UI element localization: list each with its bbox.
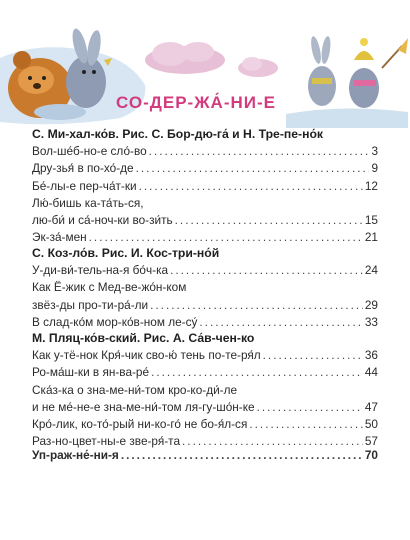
entry-page: 33 bbox=[364, 314, 378, 329]
section-author: М. Пляц-ко́в-ский. Рис. А. Са́в-чен-ко bbox=[32, 331, 255, 345]
entry-page: 36 bbox=[364, 348, 378, 362]
entry-title: и не ме́-не-е зна-ме-ни́-том ля-гу-шо́н-ке bbox=[32, 399, 255, 414]
entry-title: Кро́-лик, ко-то́-рый ни-ко-го́ не бо-я́л-ся bbox=[32, 417, 248, 432]
entry-page: 3 bbox=[371, 144, 378, 158]
entry-page: 29 bbox=[364, 297, 378, 312]
entry-page: 57 bbox=[364, 434, 378, 449]
leader-dots bbox=[136, 160, 370, 177]
entry-title-line1[interactable]: Лю́-бишь ка-та́ть-ся, bbox=[32, 195, 144, 210]
leader-dots bbox=[263, 347, 363, 364]
leader-dots bbox=[249, 416, 363, 433]
entry-title: Эк-за́-мен bbox=[32, 230, 87, 245]
toc-section-plyatskovsky bbox=[32, 330, 378, 451]
entry-page: 21 bbox=[364, 230, 378, 245]
leader-dots bbox=[199, 314, 362, 331]
entry-page: 12 bbox=[364, 178, 378, 193]
entry-title: Уп-раж-не́-ни-я bbox=[32, 448, 119, 462]
entry-title: Дру-зья́ в по-хо́-де bbox=[32, 161, 134, 176]
leader-dots bbox=[121, 447, 363, 464]
entry-page: 15 bbox=[364, 213, 378, 228]
page-title: СО-ДЕР-ЖА́-НИ-Е bbox=[116, 93, 276, 112]
entry-page: 50 bbox=[364, 417, 378, 432]
entry-title: У-ди-ви́-тель-на-я бо́ч-ка bbox=[32, 263, 169, 277]
toc-entry[interactable] bbox=[32, 160, 378, 177]
toc-entry[interactable] bbox=[32, 314, 378, 331]
entry-page: 9 bbox=[371, 161, 378, 176]
toc-section-mikhalkov bbox=[32, 126, 378, 247]
entry-title: Бе́-лы-е пер-ча́т-ки bbox=[32, 178, 137, 193]
toc-section-exercises bbox=[32, 447, 378, 464]
entry-title: В слад-ко́м мор-ко́в-ном ле-су́ bbox=[32, 314, 198, 329]
toc-entry[interactable] bbox=[32, 262, 378, 279]
entry-page: 47 bbox=[364, 399, 378, 414]
toc-entry[interactable] bbox=[32, 364, 378, 381]
entry-page: 24 bbox=[364, 263, 378, 277]
leader-dots bbox=[257, 399, 363, 416]
entry-page: 70 bbox=[364, 448, 378, 462]
entry-title: Ро-ма́ш-ки в ян-ва-ре́ bbox=[32, 365, 150, 380]
section-author: С. Ми-хал-ко́в. Рис. С. Бор-дю-га́ и Н. Тре-пе-но́к bbox=[32, 127, 323, 141]
entry-title: лю-би́ и са́-ноч-ки во-зи́ть bbox=[32, 213, 173, 228]
leader-dots bbox=[139, 178, 363, 195]
leader-dots bbox=[149, 143, 370, 160]
leader-dots bbox=[150, 297, 363, 314]
toc-entry[interactable] bbox=[32, 143, 378, 160]
pink-cloud-small-decoration bbox=[236, 54, 280, 80]
toc-entry[interactable] bbox=[32, 297, 378, 314]
leader-dots bbox=[170, 262, 363, 279]
toc-entry[interactable] bbox=[32, 347, 378, 364]
toc-entry[interactable] bbox=[32, 212, 378, 229]
toc-entry[interactable] bbox=[32, 399, 378, 416]
toc-entry[interactable] bbox=[32, 416, 378, 433]
leader-dots bbox=[151, 364, 363, 381]
leader-dots bbox=[175, 212, 363, 229]
entry-title: Как у-тё-нок Кря́-чик сво-ю́ тень по-те-ря́л bbox=[32, 348, 261, 362]
entry-title: Вол-ше́б-но-е сло́-во bbox=[32, 144, 147, 158]
entry-title: Раз-но-цвет-ны-е зве-ря́-та bbox=[32, 434, 181, 449]
toc-section-kozlov bbox=[32, 245, 378, 331]
entry-title-line1[interactable]: Как Ё-жик с Мед-ве-жо́н-ком bbox=[32, 280, 187, 295]
entry-title-line1[interactable]: Ска́з-ка о зна-ме-ни́-том кро-ко-ди́-ле bbox=[32, 382, 238, 397]
entry-title: звёз-ды про-ти-ра́-ли bbox=[32, 297, 149, 312]
toc-entry-exercises[interactable] bbox=[32, 447, 378, 464]
pink-cloud-decoration bbox=[140, 38, 230, 80]
rabbits-skiing-illustration bbox=[282, 28, 410, 128]
section-author: С. Коз-ло́в. Рис. И. Кос-три-но́й bbox=[32, 246, 220, 260]
entry-page: 44 bbox=[364, 365, 378, 380]
toc-entry[interactable] bbox=[32, 178, 378, 195]
